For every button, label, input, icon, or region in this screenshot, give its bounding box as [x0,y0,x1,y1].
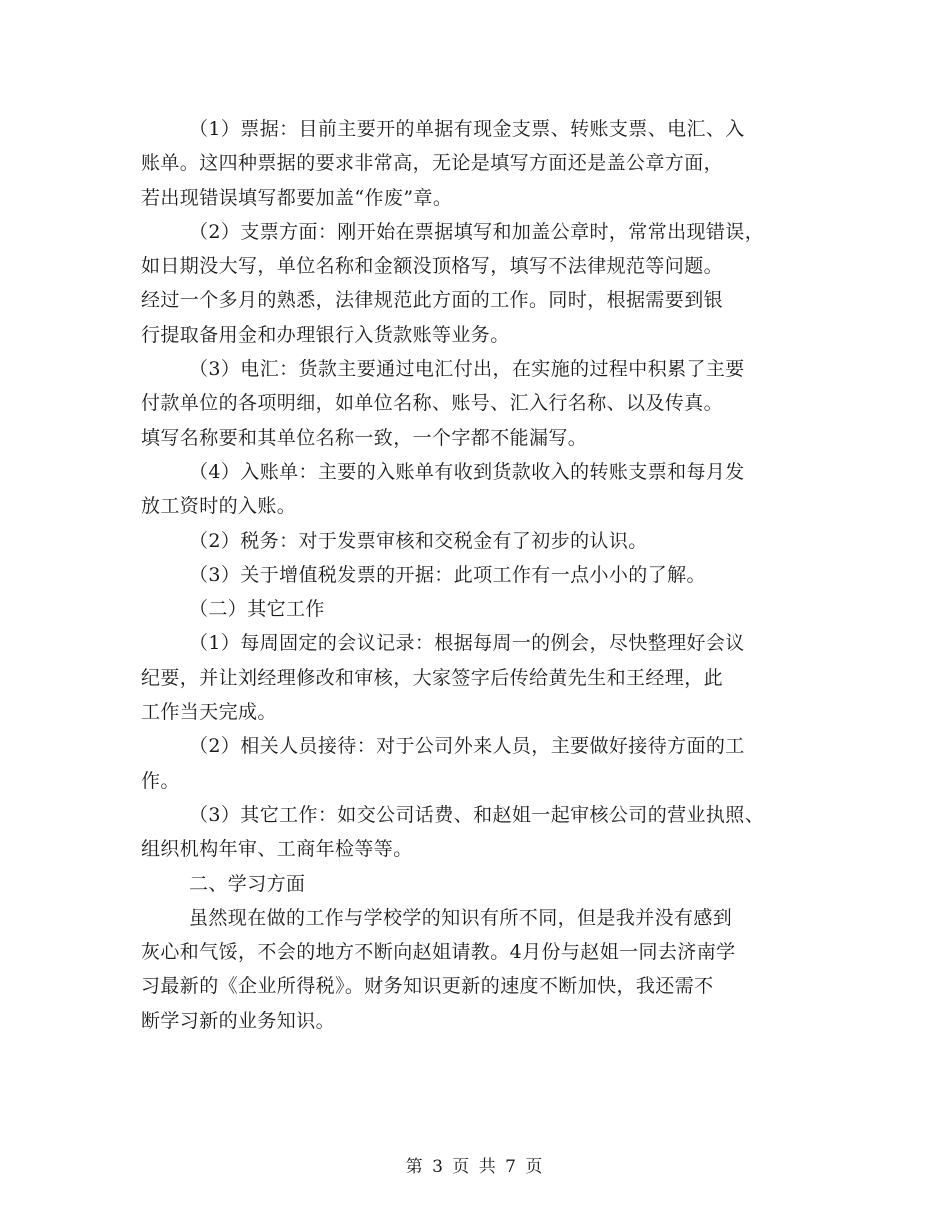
text-line: （2）支票方面：刚开始在票据填写和加盖公章时，常常出现错误， [189,220,765,243]
text-line: 工作当天完成。 [141,701,277,724]
text-line: （2）相关人员接待：对于公司外来人员，主要做好接待方面的工 [189,735,745,758]
text-line: 付款单位的各项明细，如单位名称、账号、汇入行名称、以及传真。 [141,392,724,415]
text-line: （3）其它工作：如交公司话费、和赵姐一起审核公司的营业执照、 [189,803,765,826]
text-line: 经过一个多月的熟悉，法律规范此方面的工作。同时，根据需要到银 [141,289,724,312]
text-line: （2）税务：对于发票审核和交税金有了初步的认识。 [189,529,648,552]
text-line: （3）关于增值税发票的开据：此项工作有一点小小的了解。 [189,563,706,586]
text-line: 纪要，并让刘经理修改和审核，大家签字后传给黄先生和王经理，此 [141,666,724,689]
text-line: 组织机构年审、工商年检等等。 [141,838,413,861]
text-line: 填写名称要和其单位名称一致，一个字都不能漏写。 [141,426,588,449]
text-line: 二、学习方面 [189,872,306,895]
text-line: 灰心和气馁，不会的地方不断向赵姐请教。4月份与赵姐一同去济南学 [141,941,736,964]
text-line: （二）其它工作 [189,598,325,621]
body-text [141,112,821,1038]
text-line: （3）电汇：货款主要通过电汇付出，在实施的过程中积累了主要 [189,358,745,381]
text-line: 若出现错误填写都要加盖“作废”章。 [141,186,453,209]
text-line: 作。 [141,769,180,792]
text-line: （1）票据：目前主要开的单据有现金支票、转账支票、电汇、入 [189,118,745,140]
text-line: 虽然现在做的工作与学校学的知识有所不同，但是我并没有感到 [189,906,733,929]
text-line: （1）每周固定的会议记录：根据每周一的例会，尽快整理好会议 [189,632,745,655]
text-line: 账单。这四种票据的要求非常高，无论是填写方面还是盖公章方面， [141,152,724,175]
page-number-footer: 第 3 页 共 7 页 [405,1157,545,1177]
text-line: 放工资时的入账。 [141,495,297,518]
text-line: 行提取备用金和办理银行入货款账等业务。 [141,323,510,346]
text-line: （4）入账单：主要的入账单有收到货款收入的转账支票和每月发 [189,460,745,483]
text-line: 习最新的《企业所得税》。财务知识更新的速度不断加快，我还需不 [141,975,714,998]
text-line: 断学习新的业务知识。 [141,1009,336,1032]
text-line: 如日期没大写，单位名称和金额没顶格写，填写不法律规范等问题。 [141,255,724,278]
